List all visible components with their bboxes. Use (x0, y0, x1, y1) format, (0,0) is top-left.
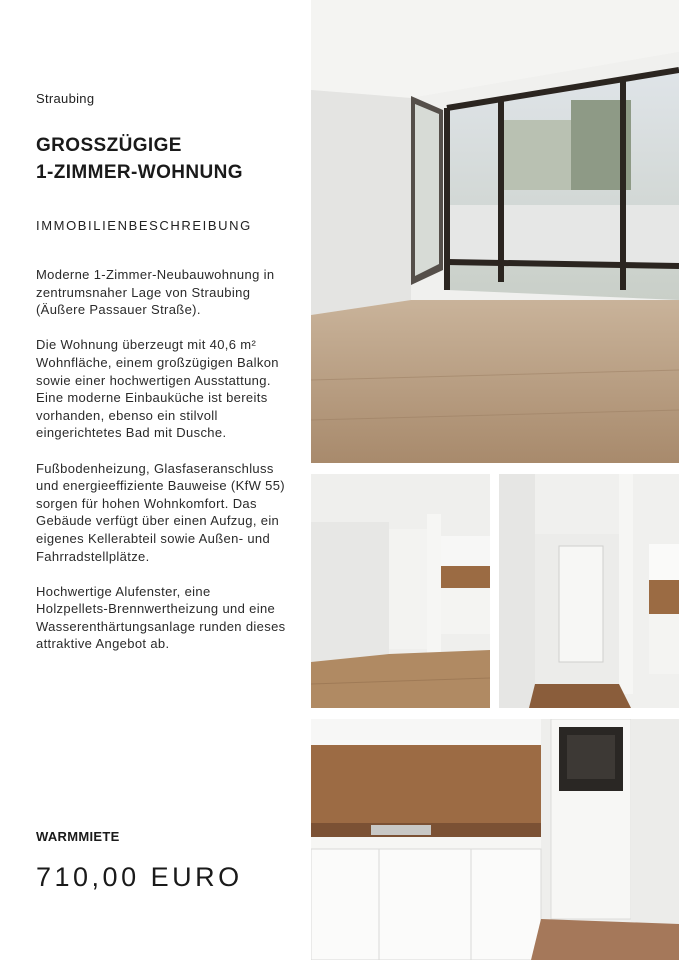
room-kitchen-photo (311, 474, 490, 708)
description-paragraph: Die Wohnung überzeugt mit 40,6 m² Wohnfläche, einem großzügigen Balkon sowie einer hochwertigen Ausstattung. Eine moderne Einbauküche ist bereits vorhanden, ebenso ein stilvoll eingerichtetes Bad mit Dusche. (36, 337, 279, 441)
page-title (36, 132, 296, 186)
description-paragraph: Moderne 1-Zimmer-Neubauwohnung in zentrumsnaher Lage von Straubing (Äußere Passauer Straße). (36, 267, 275, 318)
living-room-photo (311, 0, 679, 463)
location-label: Straubing (36, 91, 95, 106)
section-heading: IMMOBILIENBESCHREIBUNG (36, 218, 252, 233)
hallway-photo (499, 474, 679, 708)
description-paragraph: Fußbodenheizung, Glasfaseranschluss und energieeffiziente Bauweise (KfW 55) sorgen für hohen Wohnkomfort. Das Gebäude verfügt über einen Aufzug, ein eigenes Kellerabteil sowie Außen- und Fahrradstellplätze. (36, 460, 285, 564)
title-line-1: GROSSZÜGIGE (36, 135, 182, 156)
description-paragraph: Hochwertige Alufenster, eine Holzpellets-Brennwertheizung und eine Wasserenthärtungsanlage runden dieses attraktive Angebot ab. (36, 583, 286, 652)
rent-price: 710,00 EURO (36, 862, 243, 892)
kitchen-photo (311, 719, 679, 960)
rent-label: WARMMIETE (36, 829, 120, 844)
title-line-2: 1-ZIMMER-WOHNUNG (36, 162, 243, 183)
description (36, 266, 286, 671)
text-column (0, 0, 311, 960)
